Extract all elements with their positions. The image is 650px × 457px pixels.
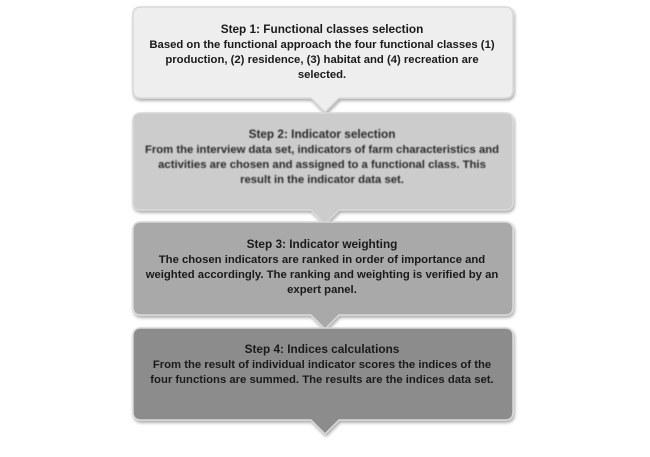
step-2-title: Step 2: Indicator selection <box>248 127 396 141</box>
step-3-text <box>142 237 502 298</box>
step-4-text <box>142 342 502 388</box>
step-2-text <box>142 127 502 188</box>
step-4-title: Step 4: Indices calculations <box>244 342 400 356</box>
step-1-title: Step 1: Functional classes selection <box>220 22 424 36</box>
step-2-body: From the interview data set, indicators of farm characteristics and activities are chosen and assigned to a functional class. This result in the indicator data set. <box>144 144 500 186</box>
step-3-title: Step 3: Indicator weighting <box>246 237 398 251</box>
step-1-body: Based on the functional approach the four functional classes (1) production, (2) residence, (3) habitat and (4) recreation are selected. <box>149 39 495 81</box>
step-1-text <box>142 22 502 83</box>
step-4-body: From the result of individual indicator scores the indices of the four functions are summed. The results are the indices data set. <box>150 359 494 386</box>
step-3-body: The chosen indicators are ranked in order of importance and weighted accordingly. The ranking and weighting is verified by an expert panel. <box>145 254 499 296</box>
